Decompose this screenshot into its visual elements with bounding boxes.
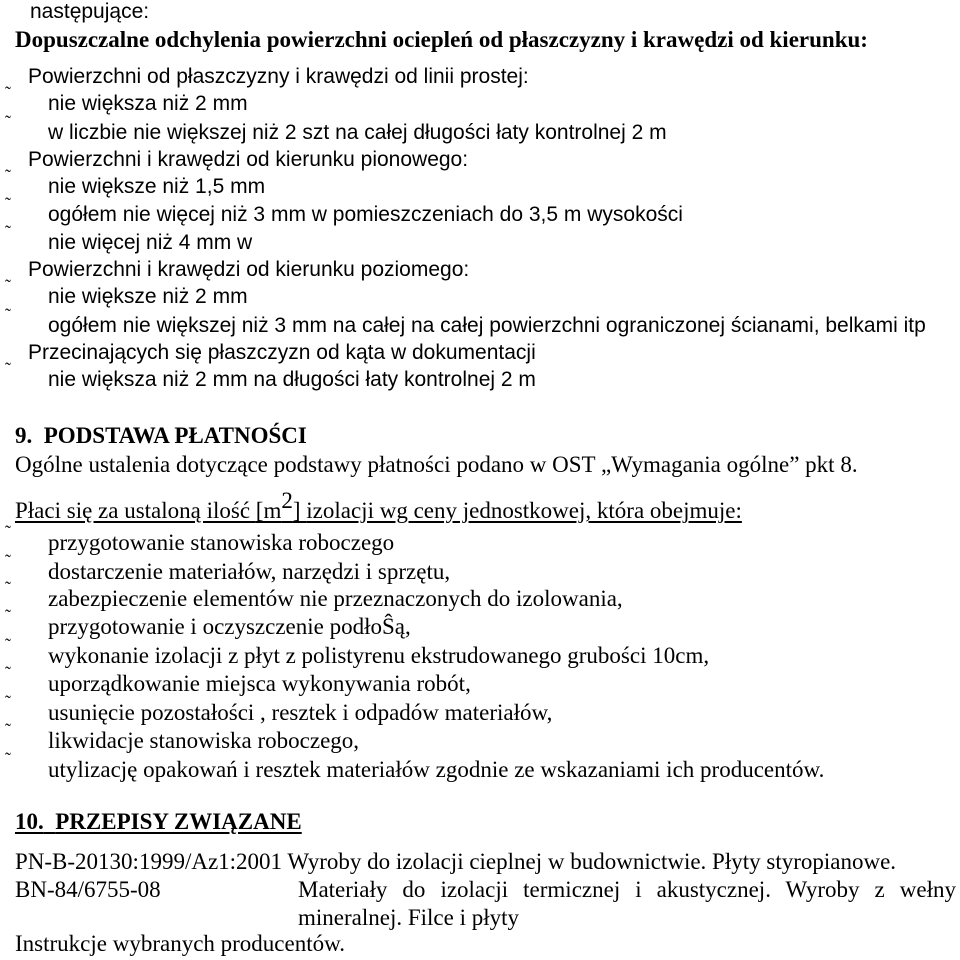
standard-code: BN-84/6755-08 — [15, 877, 161, 902]
tolerance-item-text: ogółem nie większej niż 3 mm na całej na całej powierzchni ograniczonej ścianami, belkami itp — [48, 314, 926, 337]
standard-description: Wyroby do izolacji cieplnej w budownictwie. Płyty styropianowe. — [287, 849, 897, 874]
section-9-heading — [15, 422, 307, 450]
tolerance-item — [5, 112, 667, 147]
tolerance-item-text: nie większe niż 1,5 mm — [48, 175, 266, 198]
payment-general-note: Ogólne ustalenia dotyczące podstawy płatności podano w OST „Wymagania ogólne” pkt 8. — [15, 452, 858, 477]
bullet-marker: ˜ — [5, 166, 11, 186]
tolerance-item — [5, 359, 536, 394]
scope-item-text: dostarczenie materiałów, narzędzi i sprzętu, — [48, 559, 451, 584]
standard-row — [15, 848, 896, 876]
tolerance-group-title: Powierzchni i krawędzi od kierunku pionowego: — [28, 148, 469, 171]
scope-item-text: zabezpieczenie elementów nie przeznaczonych do izolowania, — [48, 586, 623, 611]
bullet-marker: ˜ — [5, 578, 11, 598]
tolerance-item-text: w liczbie nie większej niż 2 szt na całej długości łaty kontrolnej 2 m — [48, 121, 667, 144]
section-10-heading — [15, 808, 302, 836]
scope-item-text: uporządkowanie miejsca wykonywania robót, — [48, 671, 471, 696]
tolerance-item-text: nie większe niż 2 mm — [48, 285, 248, 308]
bullet-marker: ˜ — [5, 635, 11, 655]
scope-item — [5, 749, 825, 784]
section-number: 10. — [15, 809, 44, 834]
scope-item-text: przygotowanie i oczyszczenie podłoŜą, — [48, 614, 411, 639]
section-number: 9. — [15, 423, 33, 448]
scope-item — [5, 720, 360, 755]
standard-description: Materiały do izolacji termicznej i akustycznej. Wyroby z wełny mineralnej. Filce i płyty — [298, 877, 956, 930]
section-title: PODSTAWA PŁATNOŚCI — [43, 423, 307, 448]
other-references: Instrukcje wybranych producentów. — [15, 931, 345, 956]
payment-intro-text: Płaci się za ustaloną ilość — [15, 498, 251, 523]
scope-item — [5, 551, 451, 586]
bullet-marker: ˜ — [5, 222, 11, 242]
tolerance-item — [5, 222, 253, 257]
bullet-marker: ˜ — [5, 692, 11, 712]
bullet-marker: ˜ — [5, 194, 11, 214]
tolerance-group-title: Powierzchni od płaszczyzny i krawędzi od linii prostej: — [28, 65, 529, 88]
tolerance-item-text: nie większa niż 2 mm na długości łaty kontrolnej 2 m — [48, 368, 536, 391]
section-title: PRZEPISY ZWIĄZANE — [55, 809, 302, 834]
payment-intro — [15, 488, 742, 525]
bullet-marker: ˜ — [5, 359, 11, 379]
tolerance-item — [5, 83, 248, 118]
scope-item — [5, 578, 623, 613]
bullet-marker: ˜ — [5, 749, 11, 769]
scope-item-text: wykonanie izolacji z płyt z polistyrenu ekstrudowanego grubości 10cm, — [48, 643, 710, 668]
intro-text: następujące: — [30, 0, 150, 23]
scope-item-text: przygotowanie stanowiska roboczego — [48, 530, 395, 555]
tolerance-item — [5, 166, 266, 201]
bullet-marker: ˜ — [5, 720, 11, 740]
tolerance-item-text: ogółem nie więcej niż 3 mm w pomieszczeniach do 3,5 m wysokości — [48, 203, 683, 226]
tolerance-item — [5, 194, 683, 229]
bullet-marker: ˜ — [5, 606, 11, 626]
scope-item — [5, 635, 710, 670]
standard-code: PN-B-20130:1999/Az1:2001 — [15, 849, 283, 874]
tolerance-item — [5, 305, 926, 340]
unit-exponent: 2 — [281, 488, 293, 513]
tolerance-item — [5, 276, 248, 311]
scope-item — [5, 663, 471, 698]
scope-item — [5, 692, 553, 727]
scope-item-text: usunięcie pozostałości , resztek i odpadów materiałów, — [48, 700, 553, 725]
bullet-marker: ˜ — [5, 551, 11, 571]
unit-close: ] — [292, 498, 301, 523]
scope-item-text: likwidacje stanowiska roboczego, — [48, 728, 360, 753]
scope-item — [5, 606, 411, 641]
bullet-marker: ˜ — [5, 305, 11, 325]
bullet-marker: ˜ — [5, 522, 11, 542]
bullet-marker: ˜ — [5, 663, 11, 683]
tolerance-item-text: nie więcej niż 4 mm w — [48, 231, 253, 254]
tolerances-heading: Dopuszczalne odchylenia powierzchni ociepleń od płaszczyzny i krawędzi od kierunku: — [15, 27, 868, 52]
tolerance-group-title: Powierzchni i krawędzi od kierunku poziomego: — [28, 258, 470, 281]
payment-intro-text: izolacji wg ceny jednostkowej, która obejmuje: — [306, 498, 742, 523]
scope-item — [5, 522, 395, 557]
tolerance-group-title: Przecinających się płaszczyzn od kąta w dokumentacji — [28, 341, 536, 364]
bullet-marker: ˜ — [5, 112, 11, 132]
unit-open: [m — [255, 498, 282, 523]
tolerance-item-text: nie większa niż 2 mm — [48, 92, 248, 115]
bullet-marker: ˜ — [5, 276, 11, 296]
scope-item-text: utylizację opakowań i resztek materiałów zgodnie ze wskazaniami ich producentów. — [48, 757, 825, 782]
bullet-marker: ˜ — [5, 83, 11, 103]
